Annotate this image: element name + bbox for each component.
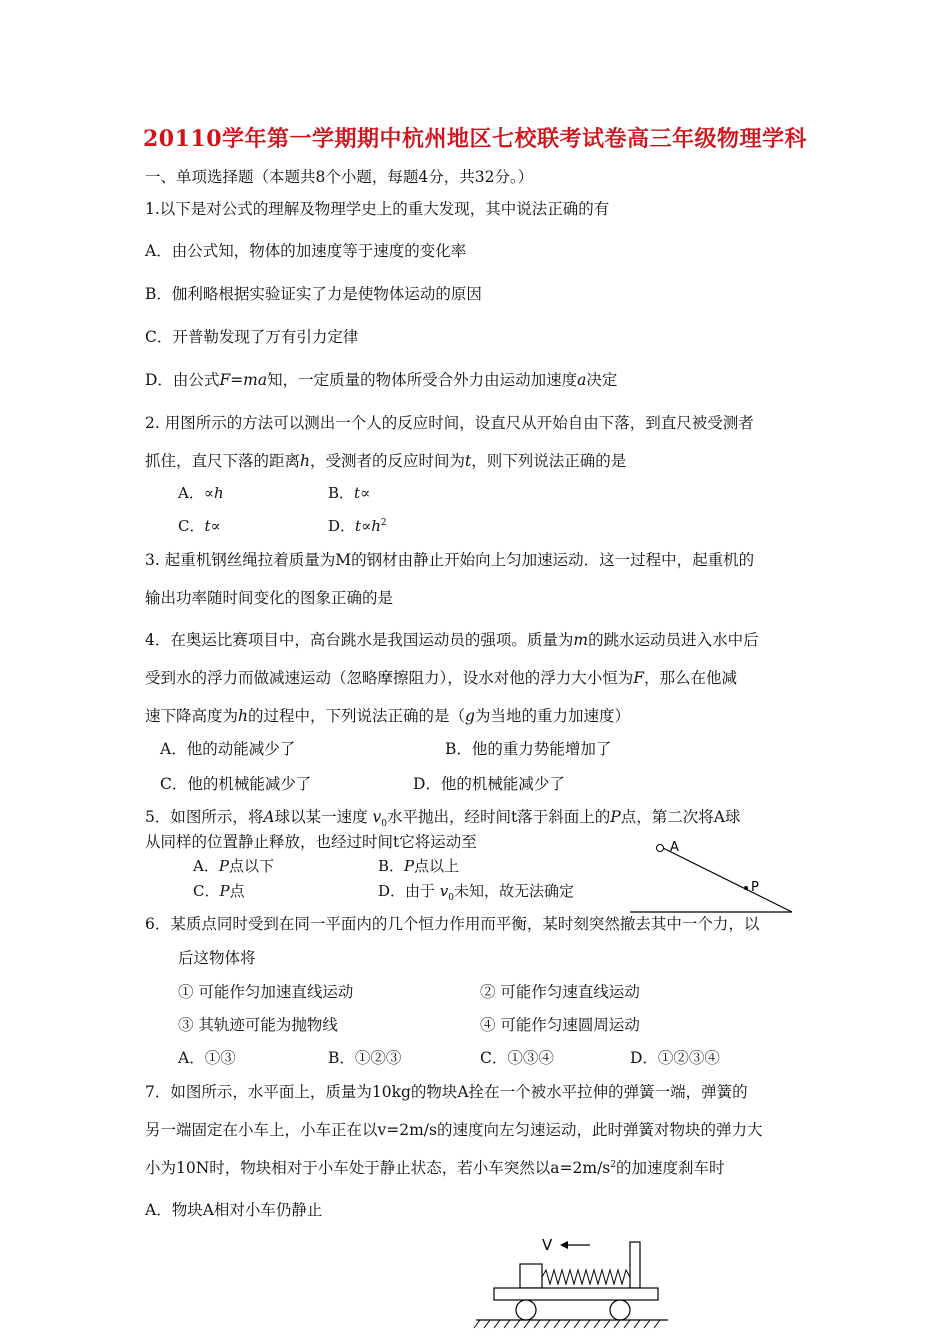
q1-option-d: D．由公式F=ma知，一定质量的物体所受合外力由运动加速度a决定	[145, 371, 618, 389]
q2-option-c: C．t∝	[178, 517, 221, 535]
section-heading: 一、单项选择题（本题共8个小题，每题4分，共32分。）	[145, 168, 534, 186]
q3-stem-line2: 输出功率随时间变化的图象正确的是	[145, 589, 394, 607]
q4-option-b: B．他的重力势能增加了	[445, 740, 612, 758]
q6-statement-3: ③ 其轨迹可能为抛物线	[178, 1016, 338, 1034]
label-v: V	[542, 1236, 553, 1254]
q4-option-a: A．他的动能减少了	[160, 740, 296, 758]
q2-stem-line2: 抓住，直尺下落的距离h，受测者的反应时间为t，则下列说法正确的是	[145, 452, 627, 470]
incline-slope	[663, 848, 792, 912]
cart-wheel-right	[610, 1300, 630, 1320]
q6-option-c: C．①③④	[480, 1049, 554, 1067]
q5-option-a: A．P点以下	[193, 857, 274, 875]
q5-stem-line1: 5．如图所示，将A球以某一速度 $v_0$水平抛出，经时间t落于斜面上的P点，第二次将A球	[145, 808, 741, 830]
q7-stem-line3: 小为10N时，物块相对于小车处于静止状态，若小车突然以$a=2m/s^2$的加速度刹车时	[145, 1159, 725, 1177]
q1-option-b: B．伽利略根据实验证实了力是使物体运动的原因	[145, 285, 482, 303]
cart-wall	[630, 1242, 640, 1288]
q5-option-c: C．P点	[193, 882, 245, 900]
cart-body	[494, 1288, 658, 1300]
q6-statement-1: ① 可能作匀加速直线运动	[178, 983, 354, 1001]
q5-option-b: B．P点以上	[378, 857, 460, 875]
incline-figure	[630, 832, 820, 922]
q7-stem-line2: 另一端固定在小车上，小车正在以v=2m/s的速度向左匀速运动，此时弹簧对物块的弹力大	[145, 1121, 763, 1139]
cart-wheel-left	[516, 1300, 536, 1320]
q6-stem-line2: 后这物体将	[178, 949, 256, 967]
label-p: P	[751, 880, 759, 895]
q6-option-a: A．①③	[178, 1049, 236, 1067]
q6-option-b: B．①②③	[328, 1049, 402, 1067]
q1-option-a: A．由公式知，物体的加速度等于速度的变化率	[145, 242, 467, 260]
q4-option-c: C．他的机械能减少了	[160, 775, 312, 793]
q7-stem-line1: 7．如图所示，水平面上，质量为10kg的物块A拴在一个被水平拉伸的弹簧一端，弹簧的	[145, 1083, 748, 1101]
velocity-arrow	[560, 1241, 590, 1249]
q4-option-d: D．他的机械能减少了	[413, 775, 565, 793]
point-p	[744, 886, 748, 890]
q4-stem-line1: 4．在奥运比赛项目中，高台跳水是我国运动员的强项。质量为m的跳水运动员进入水中后	[145, 631, 759, 649]
q7-option-a: A．物块A相对小车仍静止	[145, 1201, 323, 1219]
q2-option-b: B．t∝	[328, 484, 371, 502]
q3-stem-line1: 3. 起重机钢丝绳拉着质量为M的钢材由静止开始向上匀加速运动．这一过程中，起重机的	[145, 551, 755, 569]
cart-figure	[472, 1234, 672, 1344]
label-a: A	[670, 840, 679, 855]
block-a	[520, 1264, 542, 1288]
q2-stem-line1: 2. 用图所示的方法可以测出一个人的反应时间，设直尺从开始自由下落，到直尺被受测者	[145, 414, 754, 432]
q1-stem: 1.以下是对公式的理解及物理学史上的重大发现，其中说法正确的有	[145, 200, 610, 218]
ground	[474, 1320, 668, 1328]
q1-option-c: C．开普勒发现了万有引力定律	[145, 328, 359, 346]
q6-option-d: D．①②③④	[630, 1049, 720, 1067]
q6-stem-line1: 6．某质点同时受到在同一平面内的几个恒力作用而平衡，某时刻突然撤去其中一个力，以	[145, 915, 760, 933]
ball-a	[657, 845, 664, 852]
q2-option-d: D．$t\propto h^2$	[328, 517, 387, 535]
q5-stem-line2: 从同样的位置静止释放，也经过时间t它将运动至	[145, 833, 477, 851]
q4-stem-line3: 速下降高度为h的过程中，下列说法正确的是（g为当地的重力加速度）	[145, 707, 630, 725]
exam-title: 20110学年第一学期期中杭州地区七校联考试卷高三年级物理学科	[142, 126, 808, 152]
q2-option-a: A．∝h	[178, 484, 224, 502]
q5-option-d: D．由于 $v_0$未知，故无法确定	[378, 882, 575, 903]
q6-statement-2: ② 可能作匀速直线运动	[480, 983, 640, 1001]
q6-statement-4: ④ 可能作匀速圆周运动	[480, 1016, 640, 1034]
spring	[542, 1270, 630, 1284]
q4-stem-line2: 受到水的浮力而做减速运动（忽略摩擦阻力），设水对他的浮力大小恒为F，那么在他减	[145, 669, 738, 687]
